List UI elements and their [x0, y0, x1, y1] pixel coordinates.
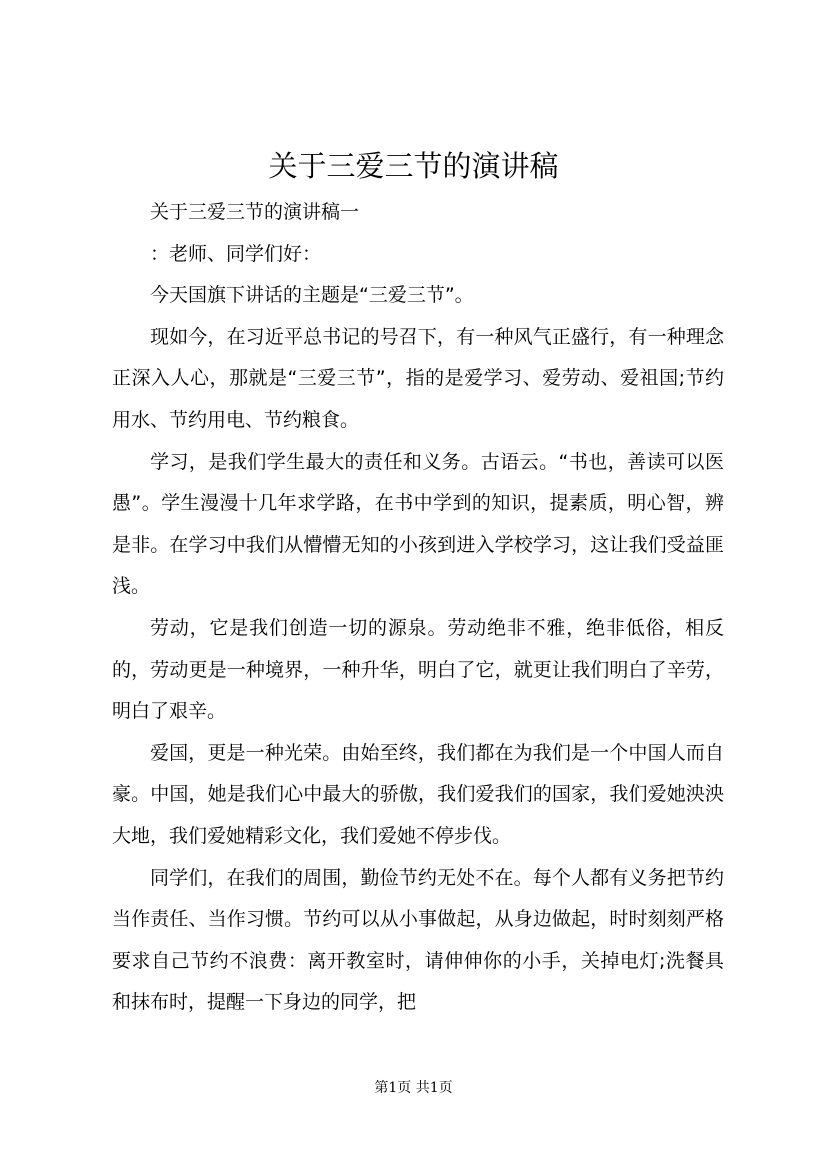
document-body: [112, 192, 724, 1024]
paragraph-theme: 今天国旗下讲话的主题是“三爱三节”。: [150, 284, 474, 307]
paragraph-salutation: ：老师、同学们好：: [150, 242, 322, 265]
paragraph-thrift: 同学们，在我们的周围，勤俭节约无处不在。每个人都有义务把节约当作责任、当作习惯。节约可以从小事做起，从身边做起，时时刻刻严格要求自己节约不浪费：离开教室时，请伸伸你的小手，关掉电灯;洗餐具和抹布时，提醒一下身边的同学，把: [112, 866, 724, 1014]
page-footer: 第1页 共1页: [374, 1080, 453, 1096]
paragraph-study: 学习，是我们学生最大的责任和义务。古语云。“书也，善读可以医愚”。学生漫漫十几年求学路，在书中学到的知识，提素质，明心智，辨是非。在学习中我们从懵懵无知的小孩到进入学校学习，这让我们受益匪浅。: [112, 450, 724, 598]
document-title: 关于三爱三节的演讲稿: [268, 149, 559, 183]
paragraph-subtitle: 关于三爱三节的演讲稿一: [150, 201, 360, 223]
paragraph-patriotism: 爱国，更是一种光荣。由始至终，我们都在为我们是一个中国人而自豪。中国，她是我们心中最大的骄傲，我们爱我们的国家，我们爱她泱泱大地，我们爱她精彩文化，我们爱她不停步伐。: [112, 741, 724, 847]
paragraph-intro: 现如今，在习近平总书记的号召下，有一种风气正盛行，有一种理念正深入人心，那就是“三爱三节”，指的是爱学习、爱劳动、爱祖国;节约用水、节约用电、节约粮食。: [112, 325, 724, 431]
paragraph-labor: 劳动，它是我们创造一切的源泉。劳动绝非不雅，绝非低俗，相反的，劳动更是一种境界，一种升华，明白了它，就更让我们明白了辛劳，明白了艰辛。: [112, 616, 724, 723]
